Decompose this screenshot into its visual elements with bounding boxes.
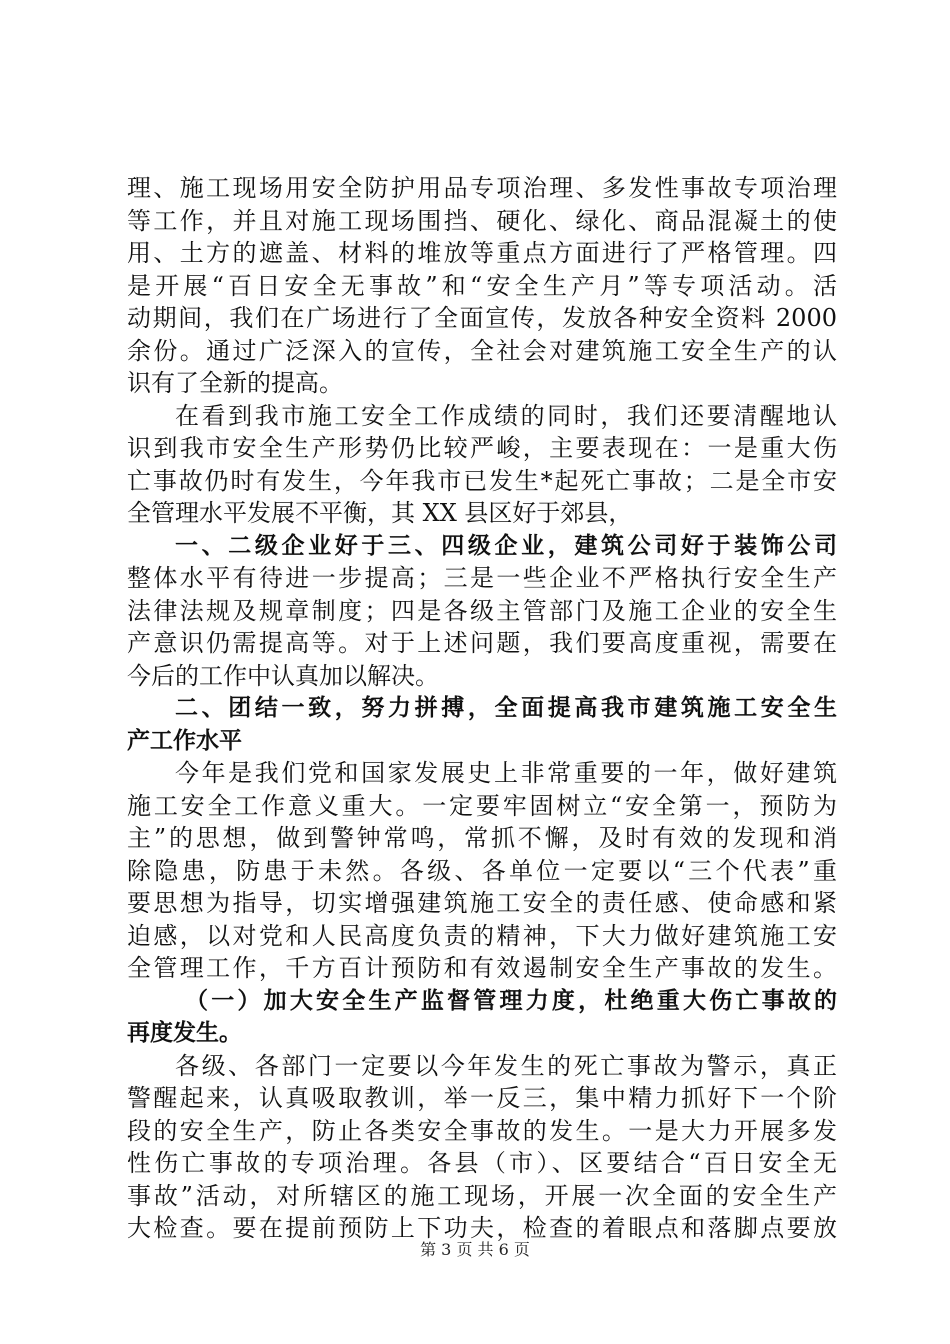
- body-line: 迫感，以对党和人民高度负责的精神，下大力做好建筑施工安: [127, 921, 837, 950]
- body-line: 今年是我们党和国家发展史上非常重要的一年，做好建筑: [175, 759, 837, 787]
- body-line: 亡事故仍时有发生，今年我市已发生*起死亡事故；二是全市安: [127, 466, 837, 495]
- body-line: 是开展“百日安全无事故”和“安全生产月”等专项活动。活: [127, 271, 837, 300]
- body-line: 动期间，我们在广场进行了全面宣传，发放各种安全资料 2000: [127, 304, 837, 332]
- body-line: 警醒起来，认真吸取教训，举一反三，集中精力抓好下一个阶: [127, 1084, 837, 1112]
- body-line: 在看到我市施工安全工作成绩的同时，我们还要清醒地认: [175, 401, 837, 430]
- body-line: 整体水平有待进一步提高；三是一些企业不严格执行安全生产: [127, 564, 837, 592]
- body-line: 性伤亡事故的专项治理。各县（市）、区要结合“百日安全无: [127, 1149, 837, 1177]
- page-footer: 第 3 页 共 6 页: [420, 1240, 530, 1259]
- body-line: 大检查。要在提前预防上下功夫，检查的着眼点和落脚点要放: [127, 1214, 837, 1242]
- body-line: 用、土方的遮盖、材料的堆放等重点方面进行了严格管理。四: [127, 239, 837, 267]
- body-line: 今后的工作中认真加以解决。: [127, 661, 439, 690]
- subsection-heading: 再度发生。: [127, 1020, 242, 1046]
- body-line: 全管理水平发展不平衡，其 XX 县区好于郊县，: [127, 499, 633, 527]
- subsection-heading: （一）加大安全生产监督管理力度，杜绝重大伤亡事故的: [185, 987, 837, 1014]
- body-line: 各级、各部门一定要以今年发生的死亡事故为警示，真正: [175, 1051, 837, 1080]
- body-line: 等工作，并且对施工现场围挡、硬化、绿化、商品混凝土的使: [127, 206, 837, 235]
- body-line: 全管理工作，千方百计预防和有效遏制安全生产事故的发生。: [127, 954, 837, 982]
- body-line: 产意识仍需提高等。对于上述问题，我们要高度重视，需要在: [127, 629, 837, 657]
- body-line: 法律法规及规章制度；四是各级主管部门及施工企业的安全生: [127, 596, 837, 625]
- body-line: 余份。通过广泛深入的宣传，全社会对建筑施工安全生产的认: [127, 336, 837, 365]
- body-line: 识有了全新的提高。: [127, 369, 343, 397]
- bold-line: 一、二级企业好于三、四级企业，建筑公司好于装饰公司: [175, 532, 837, 559]
- body-line: 除隐患，防患于未然。各级、各单位一定要以“三个代表”重: [127, 856, 837, 885]
- section-heading: 产工作水平: [127, 727, 242, 754]
- body-line: 段的安全生产，防止各类安全事故的发生。一是大力开展多发: [127, 1116, 837, 1145]
- body-line: 理、施工现场用安全防护用品专项治理、多发性事故专项治理: [127, 174, 837, 202]
- body-line: 要思想为指导，切实增强建筑施工安全的责任感、使命感和紧: [127, 889, 837, 917]
- section-heading: 二、团结一致，努力拼搏，全面提高我市建筑施工安全生: [175, 695, 837, 721]
- body-line: 识到我市安全生产形势仍比较严峻，主要表现在：一是重大伤: [127, 434, 837, 462]
- body-line: 事故”活动，对所辖区的施工现场，开展一次全面的安全生产: [127, 1181, 837, 1210]
- body-line: 施工安全工作意义重大。一定要牢固树立“安全第一，预防为: [127, 791, 837, 820]
- document-body: [127, 172, 837, 1245]
- body-line: 主”的思想，做到警钟常鸣，常抓不懈，及时有效的发现和消: [127, 824, 837, 852]
